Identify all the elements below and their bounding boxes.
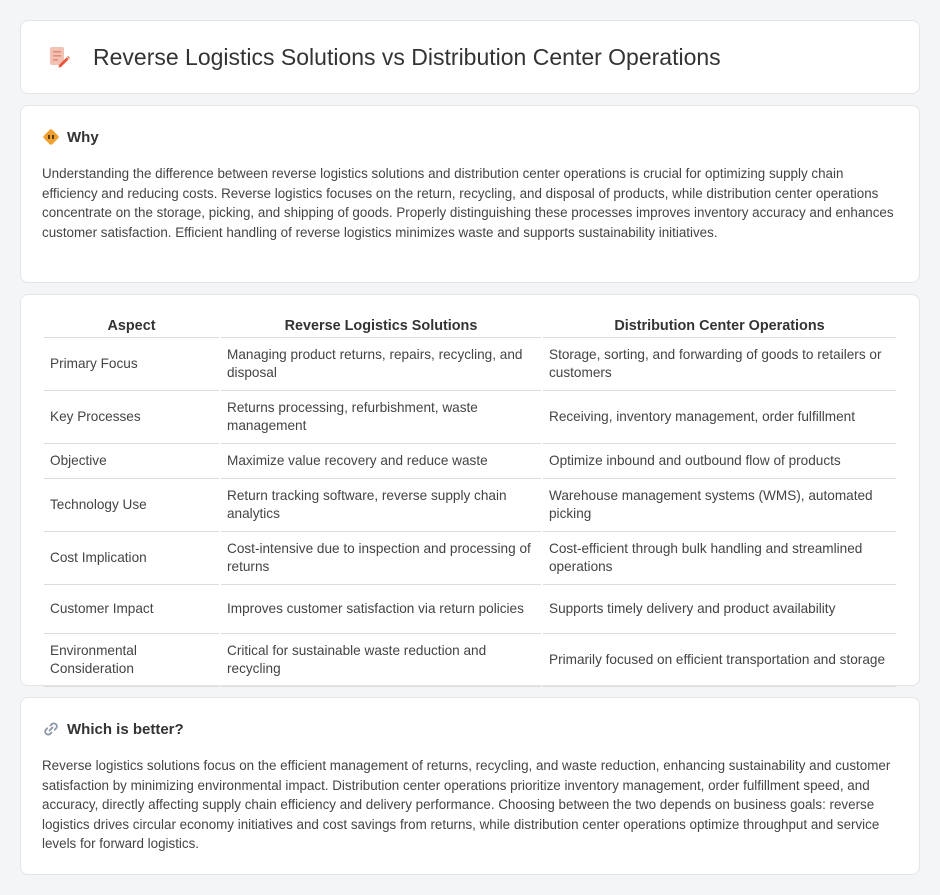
- why-section: [20, 105, 920, 283]
- warning-diamond-icon: [42, 128, 60, 146]
- table-header-row: [44, 315, 896, 338]
- which-is-better-section: [20, 697, 920, 875]
- table-row: [44, 532, 896, 585]
- aspect-cell: Primary Focus: [44, 338, 219, 391]
- why-title: Why: [67, 128, 99, 146]
- distribution-cell: Primarily focused on efficient transportation and storage: [543, 634, 896, 687]
- document-pencil-icon: [47, 45, 71, 69]
- table-row: [44, 391, 896, 444]
- reverse-cell: Critical for sustainable waste reduction and recycling: [221, 634, 541, 687]
- header-card: [20, 20, 920, 94]
- reverse-cell: Improves customer satisfaction via return policies: [221, 585, 541, 634]
- link-icon: [42, 720, 60, 738]
- table-row: [44, 444, 896, 479]
- aspect-cell: Objective: [44, 444, 219, 479]
- distribution-cell: Receiving, inventory management, order fulfillment: [543, 391, 896, 444]
- better-text: Reverse logistics solutions focus on the efficient management of returns, recycling, and waste reduction, enhancing sustainability and customer satisfaction by minimizing environmental impact. Distribution center operations prioritize inventory management, order fulfillment speed, and accuracy, directly affecting supply chain efficiency and delivery performance. Choosing between the two depends on business goals: reverse logistics drives circular economy initiatives and cost savings from returns, while distribution center operations optimize throughput and service levels for forward logistics.: [42, 758, 891, 852]
- distribution-cell: Warehouse management systems (WMS), automated picking: [543, 479, 896, 532]
- table-row: [44, 585, 896, 634]
- why-text: Understanding the difference between reverse logistics solutions and distribution center operations is crucial for optimizing supply chain efficiency and reducing costs. Reverse logistics focuses on the return, recycling, and disposal of products, while distribution center operations concentrate on the storage, picking, and shipping of goods. Properly distinguishing these processes improves inventory accuracy and enhances customer satisfaction. Efficient handling of reverse logistics minimizes waste and supports sustainability initiatives.: [42, 166, 894, 240]
- distribution-cell: Cost-efficient through bulk handling and streamlined operations: [543, 532, 896, 585]
- table-row: [44, 479, 896, 532]
- aspect-cell: Key Processes: [44, 391, 219, 444]
- reverse-cell: Maximize value recovery and reduce waste: [221, 444, 541, 479]
- distribution-cell: Supports timely delivery and product availability: [543, 585, 896, 634]
- table-row: [44, 634, 896, 687]
- comparison-section: [20, 294, 920, 686]
- distribution-cell: Storage, sorting, and forwarding of goods to retailers or customers: [543, 338, 896, 391]
- better-title: Which is better?: [67, 720, 184, 738]
- aspect-cell: Technology Use: [44, 479, 219, 532]
- distribution-cell: Optimize inbound and outbound flow of products: [543, 444, 896, 479]
- table-row: [44, 338, 896, 391]
- reverse-cell: Returns processing, refurbishment, waste management: [221, 391, 541, 444]
- aspect-cell: Cost Implication: [44, 532, 219, 585]
- aspect-cell: Customer Impact: [44, 585, 219, 634]
- aspect-cell: Environmental Consideration: [44, 634, 219, 687]
- column-header-distribution-center: Distribution Center Operations: [543, 315, 896, 338]
- better-heading: [42, 720, 898, 738]
- why-heading: [42, 128, 898, 146]
- page-title: Reverse Logistics Solutions vs Distribution Center Operations: [93, 43, 721, 70]
- reverse-cell: Return tracking software, reverse supply chain analytics: [221, 479, 541, 532]
- reverse-cell: Managing product returns, repairs, recycling, and disposal: [221, 338, 541, 391]
- column-header-reverse-logistics: Reverse Logistics Solutions: [221, 315, 541, 338]
- column-header-aspect: Aspect: [44, 315, 219, 338]
- reverse-cell: Cost-intensive due to inspection and processing of returns: [221, 532, 541, 585]
- comparison-table: [42, 315, 898, 687]
